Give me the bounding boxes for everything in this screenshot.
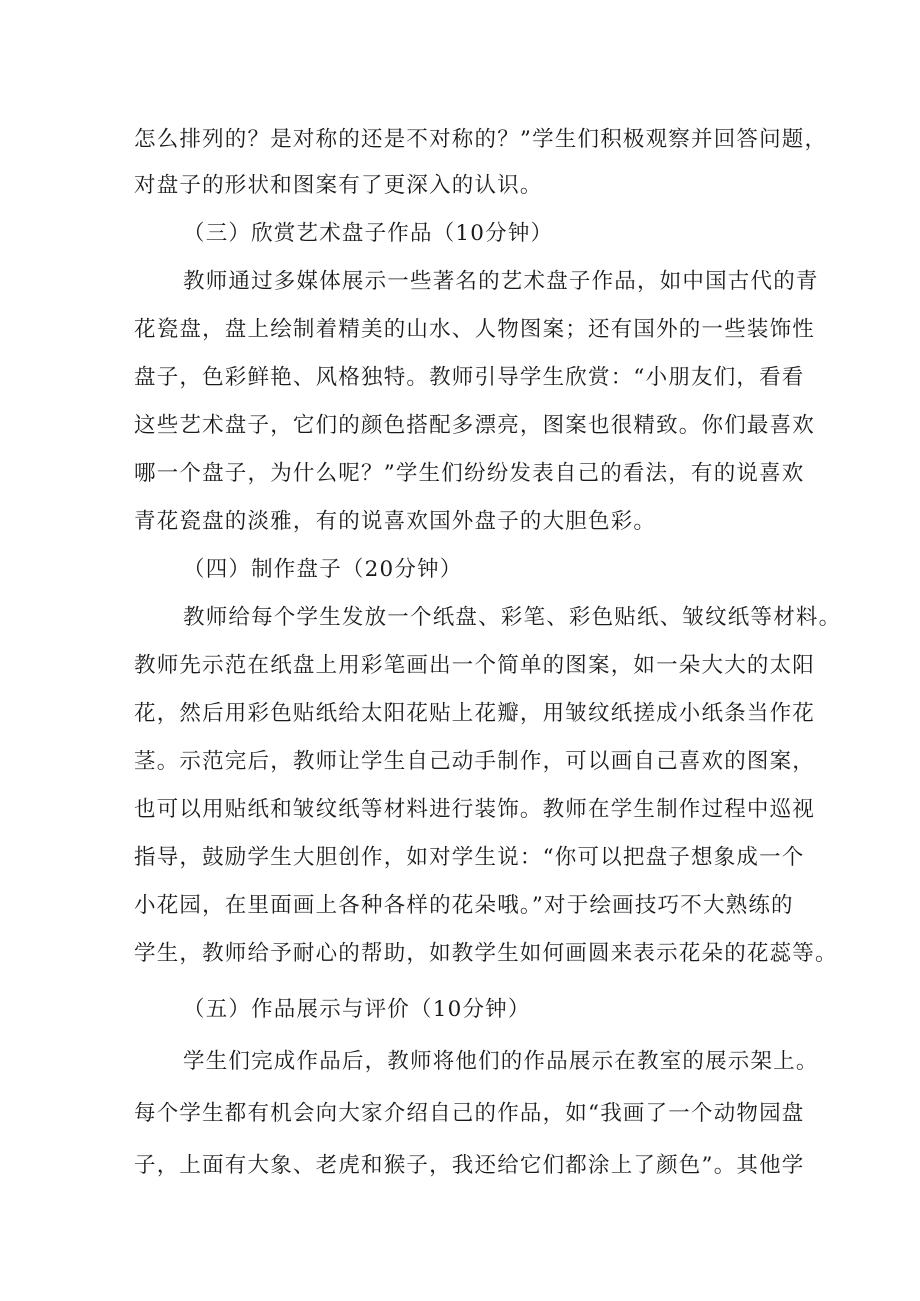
text-line: 学生，教师给予耐心的帮助，如教学生如何画圆来表示花朵的花蕊等。 [134, 941, 838, 966]
text-line: 花瓷盘，盘上绘制着精美的山水、人物图案；还有国外的一些装饰性 [134, 317, 816, 342]
text-line: 小花园，在里面画上各种各样的花朵哦。”对于绘画技巧不大熟练的 [134, 893, 794, 918]
text-line: 对盘子的形状和图案有了更深入的认识。 [134, 173, 543, 198]
text-line: 教师先示范在纸盘上用彩笔画出一个简单的图案，如一朵大大的太阳 [134, 653, 816, 678]
text-line: 教师给每个学生发放一个纸盘、彩笔、彩色贴纸、皱纹纸等材料。 [183, 605, 842, 630]
text-line: 花，然后用彩色贴纸给太阳花贴上花瓣，用皱纹纸搓成小纸条当作花 [134, 701, 816, 726]
text-line: 指导，鼓励学生大胆创作，如对学生说：“你可以把盘子想象成一个 [134, 845, 805, 870]
text-line: 学生们完成作品后，教师将他们的作品展示在教室的展示架上。 [183, 1049, 819, 1074]
text-line: 盘子，色彩鲜艳、风格独特。教师引导学生欣赏：“小朋友们，看看 [134, 365, 805, 390]
section-heading: （四）制作盘子（20分钟） [183, 557, 463, 582]
text-line: 也可以用贴纸和皱纹纸等材料进行装饰。教师在学生制作过程中巡视 [134, 797, 816, 822]
text-line: 青花瓷盘的淡雅，有的说喜欢国外盘子的大胆色彩。 [134, 509, 657, 534]
section-heading: （三）欣赏艺术盘子作品（10分钟） [183, 221, 554, 246]
text-line: 茎。示范完后，教师让学生自己动手制作，可以画自己喜欢的图案， [134, 749, 816, 774]
text-line: 每个学生都有机会向大家介绍自己的作品，如“我画了一个动物园盘 [134, 1101, 805, 1126]
text-line: 教师通过多媒体展示一些著名的艺术盘子作品，如中国古代的青 [183, 269, 819, 294]
text-line: 子，上面有大象、老虎和猴子，我还给它们都涂上了颜色”。其他学 [134, 1153, 805, 1178]
text-line: 哪一个盘子，为什么呢？”学生们纷纷发表自己的看法，有的说喜欢 [134, 461, 805, 486]
text-line: 这些艺术盘子，它们的颜色搭配多漂亮，图案也很精致。你们最喜欢 [134, 413, 816, 438]
text-line: 怎么排列的？是对称的还是不对称的？”学生们积极观察并回答问题， [134, 127, 828, 152]
section-heading: （五）作品展示与评价（10分钟） [183, 997, 531, 1022]
